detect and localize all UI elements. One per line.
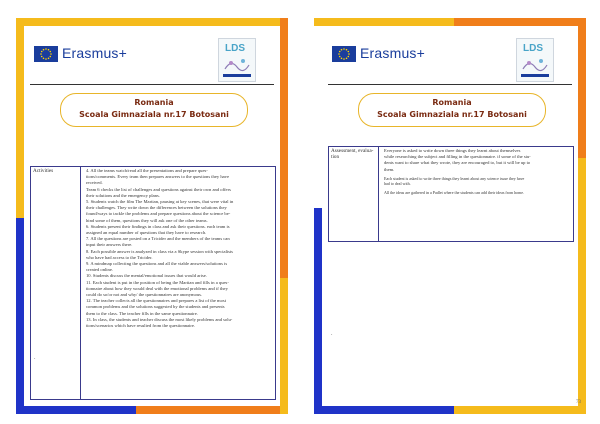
row-label-line: tion — [331, 154, 340, 161]
title-box — [358, 93, 546, 127]
logo-row — [328, 40, 572, 80]
header-divider — [30, 84, 274, 85]
frame-right-yellow — [280, 278, 288, 414]
text-line: 10. Students discuss the mental/emotional issues that would arise. — [86, 273, 207, 279]
header-divider — [328, 84, 572, 85]
text-line: tions/comments. Every team then prepares answers to the questions they have — [86, 174, 230, 180]
lds-logo — [218, 38, 256, 82]
text-line: Each student is asked to write three things they learnt about any science issue they have — [384, 175, 525, 181]
erasmus-logo-text: Erasmus+ — [360, 45, 426, 61]
row-marker: . — [331, 331, 333, 337]
text-line: 13. In class, the students and teacher discuss the most likely problems and solu- — [86, 316, 233, 322]
frame-top-yellow — [16, 18, 288, 26]
text-line: hind some of them, questions they will ask one of the other teams. — [86, 217, 208, 223]
frame-bottom-blue — [314, 406, 454, 414]
text-line: input their answers there. — [86, 242, 133, 248]
text-line: received. — [86, 180, 103, 186]
page-content — [24, 26, 280, 406]
erasmus-logo-text: Erasmus+ — [62, 45, 128, 61]
assessment-content — [381, 147, 573, 241]
frame-top-yellow — [314, 18, 454, 26]
text-line: their challenges. They write down the differences between the solutions they — [86, 205, 227, 211]
text-line: dents want to share what they wrote, they are encouraged to, but it will be up to — [384, 160, 531, 166]
text-line: had to deal with. — [384, 181, 411, 187]
logo-row — [30, 40, 274, 80]
row-label-text: Activities — [33, 168, 54, 174]
lds-logo — [516, 38, 554, 82]
text-line: 4. All the teams watch/read all the presentations and prepare ques- — [86, 168, 208, 173]
text-line: who have had access to the Tricider. — [86, 254, 153, 260]
country-title: Romania — [432, 98, 472, 107]
text-line: Team 6 checks the list of challenges and questions against their own and offers — [86, 186, 231, 192]
row-marker: . — [34, 355, 36, 361]
text-line: 8. Each possible answer is analyzed in class via a Skype session with specialists — [86, 248, 233, 254]
text-line: while researching the subject and filling in the questionnaire. if some of the stu- — [384, 154, 531, 160]
text-line: common problems and the solutions suggested by the students and presents — [86, 304, 225, 310]
frame-bottom-blue — [16, 406, 136, 414]
school-title: Scoala Gimnaziala nr.17 Botosani — [377, 110, 527, 119]
activities-table — [30, 166, 276, 400]
text-line: them to the class. The teacher fills in the same questionnaire. — [86, 310, 198, 316]
lds-logo-text: LDS — [225, 43, 245, 54]
right-page — [314, 18, 586, 414]
text-line: Everyone is asked to write down three things they learnt about themselves — [384, 148, 521, 153]
text-line: tionnaire about how they would deal with the emotional problems and if they — [86, 285, 228, 291]
frame-left-yellow — [16, 18, 24, 218]
text-line: 6. Students present their findings in class and ask their questions. each team is — [86, 223, 230, 229]
text-line: 5. Students watch the film The Martian, pausing at key scenes, that were vital in — [86, 199, 234, 205]
text-line: found/ways to tackle the problems and prepare questions about the science be- — [86, 211, 231, 217]
eu-flag-icon — [332, 46, 356, 62]
lds-illustration-icon — [517, 39, 553, 81]
text-line: created online. — [86, 267, 114, 273]
frame-right-yellow — [578, 158, 586, 414]
frame-bottom-orange — [136, 406, 288, 414]
assessment-table — [328, 146, 574, 242]
text-line: assigned an equal number of questions that they have to research. — [86, 230, 207, 236]
page-number: 73 — [576, 400, 581, 405]
text-line: 11. Each student is put in the position of being the Martian and fills in a ques- — [86, 279, 229, 285]
text-line: tions/scenarios which have resulted from the questionnaire. — [86, 323, 196, 329]
frame-right-orange — [578, 18, 586, 158]
frame-bottom-yellow — [454, 406, 586, 414]
text-line: 9. A mindmap collecting the questions and all the viable answers/solutions is — [86, 261, 228, 267]
text-line: 7. All the questions are posted on a Tricider and the members of the teams can — [86, 236, 230, 242]
lds-logo-text: LDS — [523, 43, 543, 54]
eu-flag-icon — [34, 46, 58, 62]
text-line: them. — [384, 166, 395, 172]
text-line: 12. The teacher collects all the questionnaires and prepares a list of the most — [86, 298, 226, 304]
school-title: Scoala Gimnaziala nr.17 Botosani — [79, 110, 229, 119]
left-page — [16, 18, 288, 414]
page-content — [322, 26, 578, 406]
frame-left-blue — [314, 208, 322, 414]
activities-content — [83, 167, 275, 399]
frame-left-blue — [16, 218, 24, 414]
frame-top-orange — [454, 18, 586, 26]
country-title: Romania — [134, 98, 174, 107]
row-label — [329, 147, 379, 241]
text-line: All the ideas are gathered in a Padlet where the students can add their ideas from home. — [384, 189, 525, 195]
title-box — [60, 93, 248, 127]
lds-illustration-icon — [219, 39, 255, 81]
row-label-line: Assessment, evalua- — [331, 148, 374, 154]
text-line: could do so/or not and why/ the questionnaires are anonymous. — [86, 292, 203, 298]
text-line: their solutions and the emergency plans. — [86, 192, 160, 198]
row-label — [31, 167, 81, 399]
